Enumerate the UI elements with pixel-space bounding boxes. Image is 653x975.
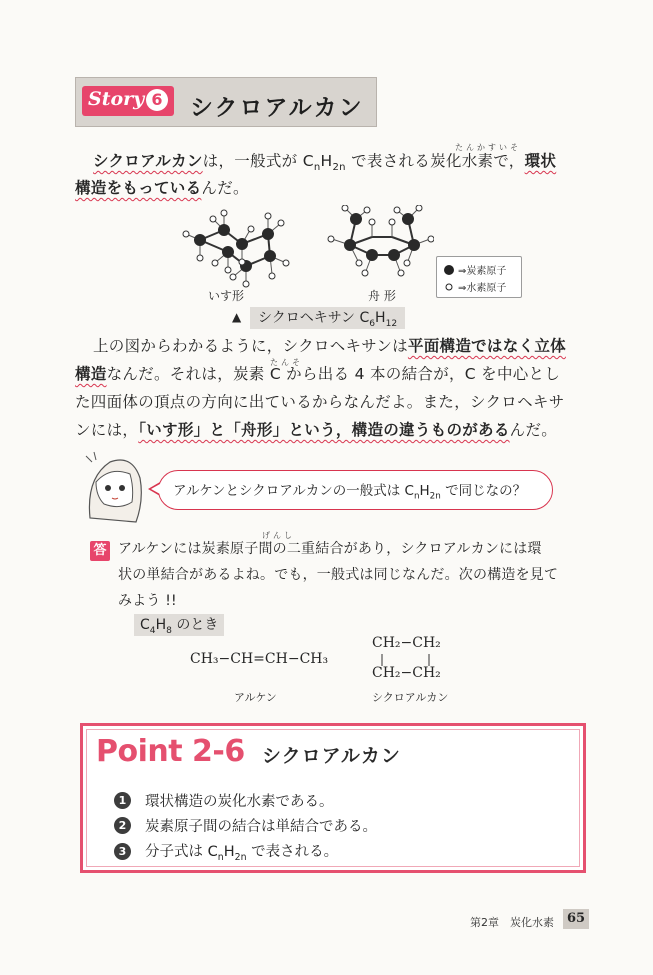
point-item-2: 2 炭素原子間の結合は単結合である。 xyxy=(114,815,377,836)
question-bubble: アルケンとシクロアルカンの一般式は $C_nH_{2n}$ で同じなの？ xyxy=(158,470,553,510)
page-title: シクロアルカン xyxy=(190,95,364,121)
ruby-genshi: げんし xyxy=(262,531,295,540)
hydrogen-atom-icon xyxy=(443,281,455,293)
point-item-number: 2 xyxy=(114,817,131,834)
body-line-1: 上の図からわかるように，シクロヘキサンは平面構造ではなく立体 xyxy=(93,337,566,355)
page-number: 65 xyxy=(563,909,589,929)
c4h8-label: $C_4H_8$ のとき xyxy=(134,614,224,636)
figure-caption: シクロヘキサン $C_6H_{12}$ xyxy=(250,307,405,329)
point-item-1: 1 環状構造の炭化水素である。 xyxy=(114,790,334,811)
point-item-3: 3 分子式は $C_nH_{2n}$ で表される。 xyxy=(114,840,338,863)
legend-carbon: ⇒炭素原子 xyxy=(443,262,506,277)
carbon-atom-icon xyxy=(443,264,455,276)
body-line-3: た四面体の頂点の方向に出ているからなんだよ。また，シクロヘキサ xyxy=(75,393,565,411)
point-item-number: 1 xyxy=(114,792,131,809)
ruby-tankasuiso: たんかすいそ xyxy=(455,143,521,152)
body-line-2: 構造なんだ。それは，炭素 C から出る 4 本の結合が，C を中心とし xyxy=(75,365,561,383)
story-word: Story xyxy=(88,88,145,110)
alkene-label: アルケン xyxy=(234,691,277,704)
atom-legend xyxy=(436,256,522,298)
cycloalkane-formula-top: CH₂−CH₂ xyxy=(372,635,441,651)
boat-molecule-image xyxy=(322,205,434,289)
chapter-footer: 第2章 炭化水素 xyxy=(470,916,554,929)
boat-label: 舟 形 xyxy=(368,289,396,303)
intro-line-2: 構造をもっているんだ。 xyxy=(75,179,249,197)
ruby-tanso: たんそ xyxy=(270,358,303,367)
point-heading: Point 2-6 xyxy=(96,734,245,769)
legend-hydrogen: ⇒水素原子 xyxy=(443,279,506,294)
chair-molecule-image xyxy=(180,208,292,290)
chair-label: いす形 xyxy=(208,289,245,303)
answer-text: アルケンには炭素原子間の二重結合があり，シクロアルカンには環 状の単結合があるよね。でも，一般式は同じなんだ。次の構造を見て みよう !! xyxy=(118,541,559,609)
body-line-4: ンには，「いす形」と「舟形」という，構造の違うものがあるんだ。 xyxy=(75,421,558,439)
alkene-formula: CH₃−CH=CH−CH₃ xyxy=(190,651,329,667)
point-item-number: 3 xyxy=(114,843,131,860)
intro-line-1: シクロアルカンは，一般式が $C_nH_{2n}$ で表される炭化水素で，環状 xyxy=(93,152,557,174)
student-character-image xyxy=(80,448,146,526)
story-number: 6 xyxy=(146,89,168,111)
cycloalkane-label: シクロアルカン xyxy=(372,691,449,704)
point-title: シクロアルカン xyxy=(262,745,401,767)
caption-triangle-icon: ▲ xyxy=(232,310,242,324)
bubble-tail-inner xyxy=(151,484,160,494)
answer-badge: 答 xyxy=(90,541,110,561)
cycloalkane-formula-bottom: CH₂−CH₂ xyxy=(372,665,441,681)
